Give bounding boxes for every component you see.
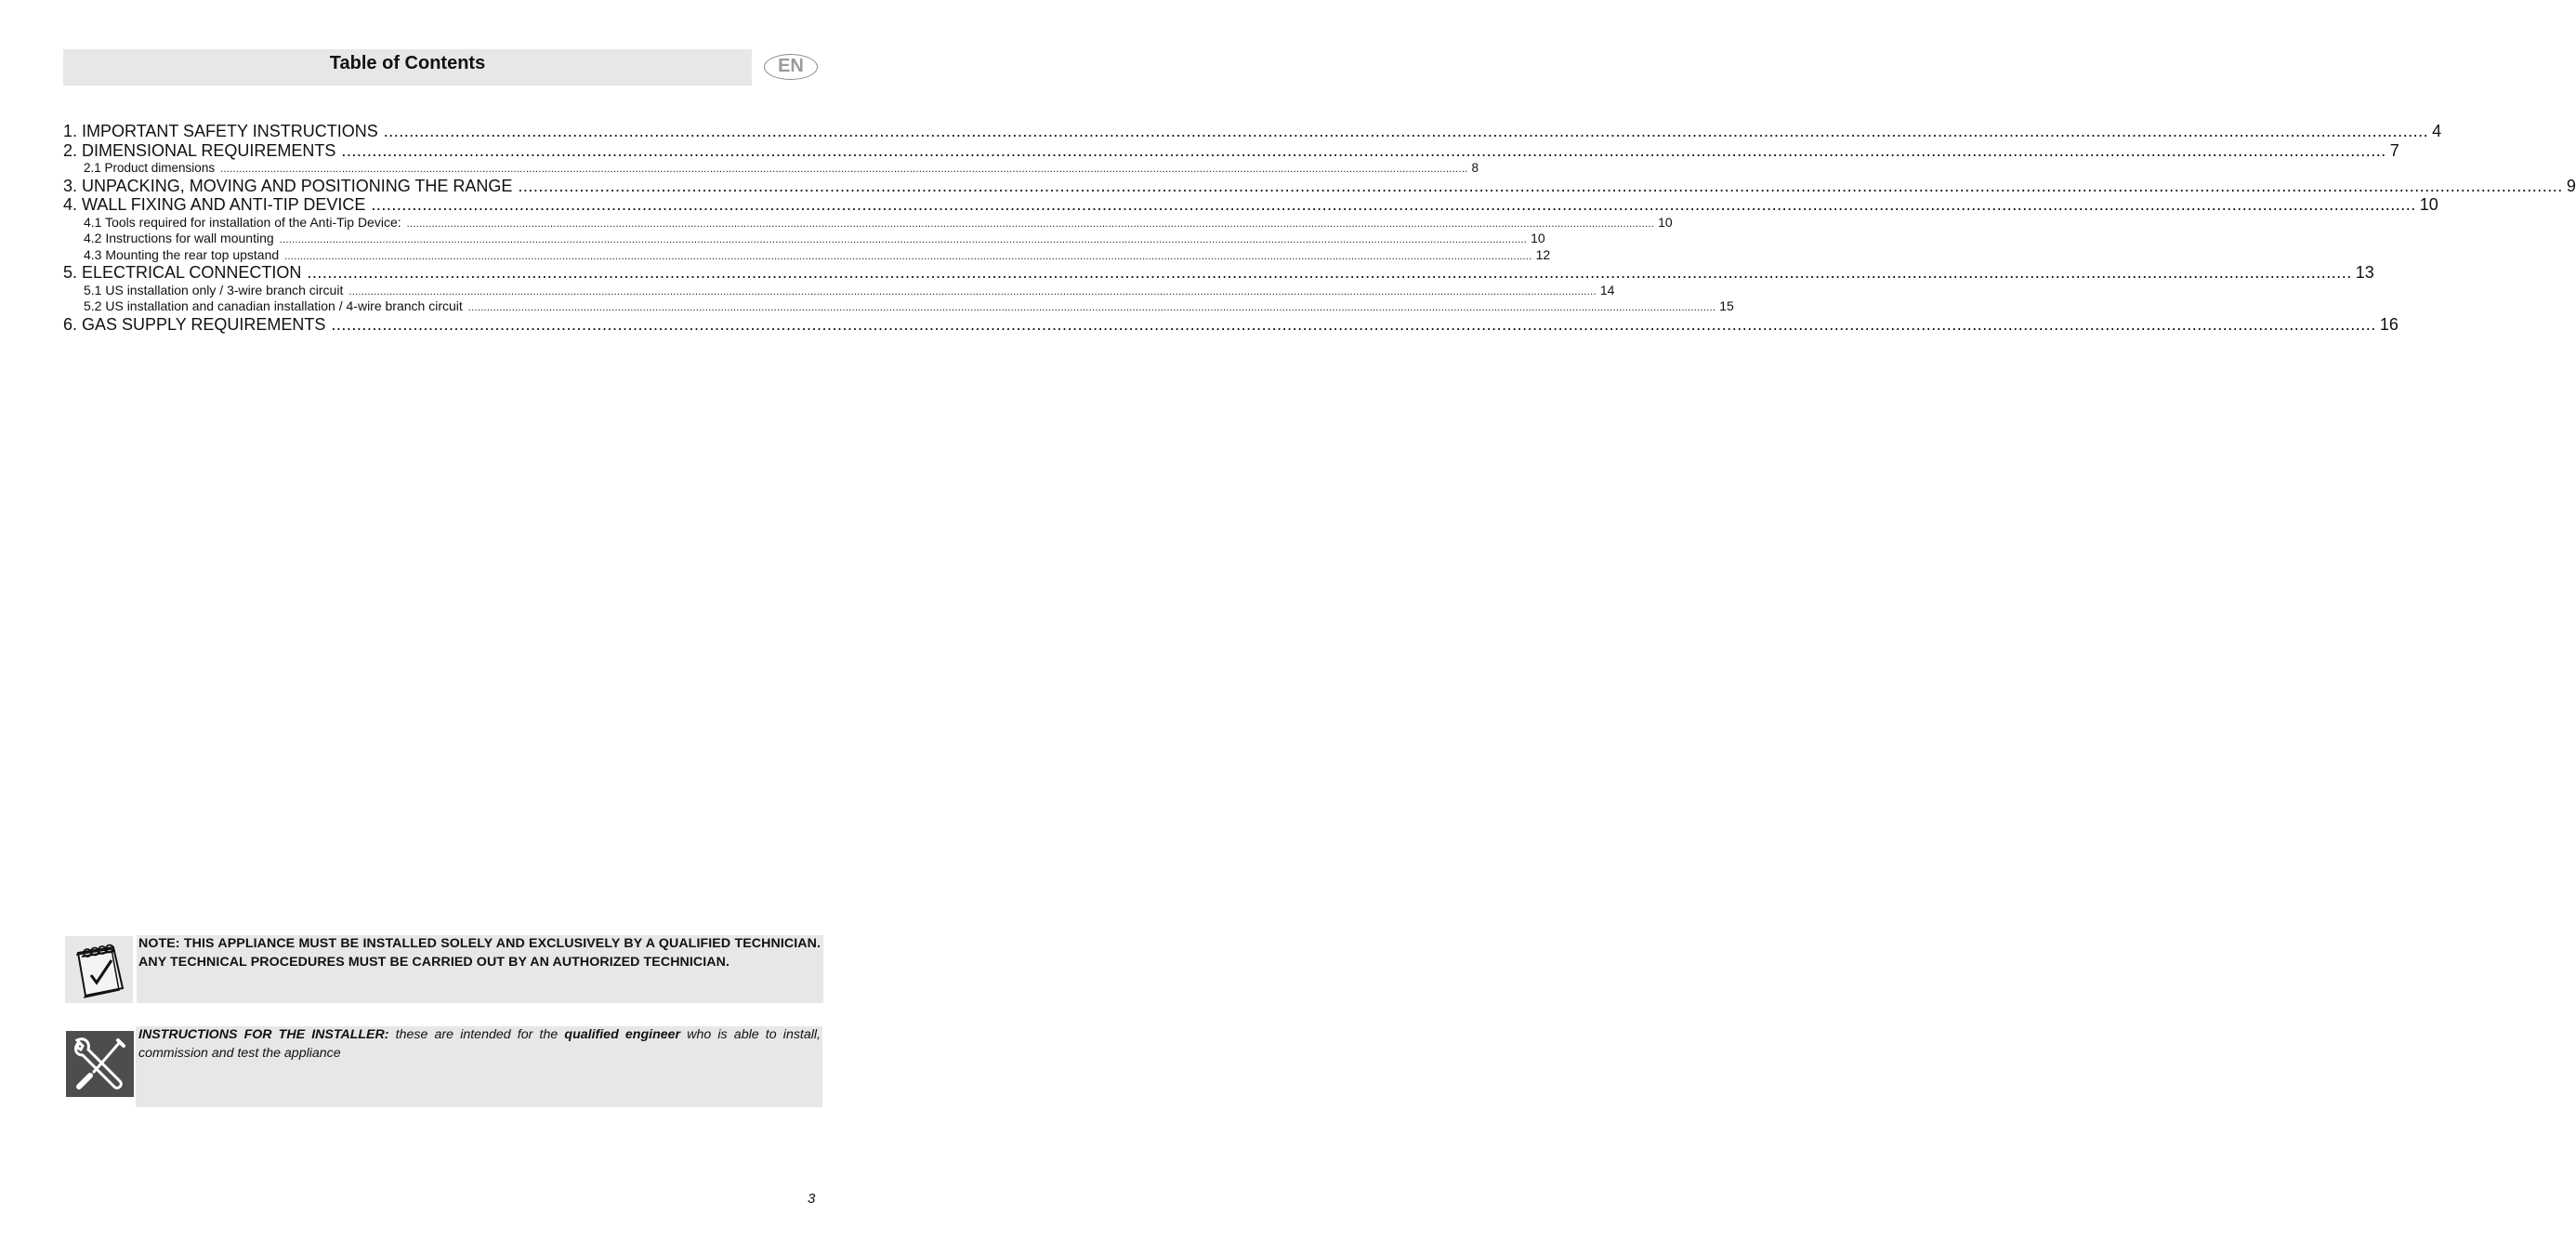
notepad-check-icon — [65, 936, 133, 1003]
toc-entry-page: 14 — [1599, 282, 1615, 297]
toc-leader-dots: ................................................................................................................................................................................................................................................................................................................................................................................................................ — [383, 122, 2429, 140]
toc-leader-dots: ................................................................................................................................................................................................................................................................................................................................................................................................................ — [284, 250, 1532, 262]
wrench-screwdriver-icon — [66, 1031, 134, 1097]
toc-entry-label: 5. ELECTRICAL CONNECTION — [63, 263, 302, 282]
toc-entry[interactable] — [63, 122, 2442, 141]
note-icon-cell — [65, 936, 133, 1003]
toc-entry-page: 13 — [2355, 263, 2374, 282]
installer-text — [138, 1026, 821, 1063]
toc-entry[interactable] — [63, 282, 1615, 299]
toc-entry[interactable] — [63, 246, 1551, 264]
toc-entry-label: 4.3 Mounting the rear top upstand — [84, 246, 280, 262]
title-bar — [63, 49, 752, 86]
toc-leader-dots: ................................................................................................................................................................................................................................................................................................................................................................................................................ — [371, 195, 2416, 214]
language-badge: EN — [764, 54, 818, 80]
toc-entry[interactable] — [63, 140, 2399, 161]
table-of-contents — [63, 122, 2576, 334]
page-title: Table of Contents — [329, 53, 486, 73]
installer-text-2: who is able to install, commission and test the appliance — [138, 1027, 821, 1061]
installer-text-1: these are intended for the — [388, 1027, 565, 1042]
toc-entry-page: 16 — [2379, 314, 2399, 334]
toc-leader-dots: ................................................................................................................................................................................................................................................................................................................................................................................................................ — [406, 218, 1655, 230]
installer-icon-cell — [66, 1031, 134, 1097]
toc-entry-label: 5.1 US installation only / 3-wire branch circuit — [84, 282, 344, 297]
toc-entry-page: 7 — [2389, 140, 2399, 160]
toc-entry-label: 4. WALL FIXING AND ANTI-TIP DEVICE — [63, 195, 366, 214]
toc-entry-page: 8 — [1471, 161, 1479, 175]
toc-entry[interactable] — [63, 214, 1673, 231]
toc-leader-dots: ................................................................................................................................................................................................................................................................................................................................................................................................................ — [467, 302, 1716, 313]
toc-entry[interactable] — [63, 231, 1545, 247]
toc-entry-label: 5.2 US installation and canadian installation / 4-wire branch circuit — [84, 298, 463, 313]
toc-entry-page: 9 — [2566, 176, 2576, 195]
toc-leader-dots: ................................................................................................................................................................................................................................................................................................................................................................................................................ — [331, 314, 2376, 334]
toc-entry[interactable] — [63, 298, 1734, 315]
toc-leader-dots: ................................................................................................................................................................................................................................................................................................................................................................................................................ — [279, 234, 1528, 245]
page-number: 3 — [808, 1191, 816, 1207]
toc-entry[interactable] — [63, 176, 2576, 196]
toc-entry-page: 10 — [2419, 195, 2438, 214]
installer-lead: INSTRUCTIONS FOR THE INSTALLER: — [138, 1027, 389, 1042]
note-text: NOTE: THIS APPLIANCE MUST BE INSTALLED SOLELY AND EXCLUSIVELY BY A QUALIFIED TECHNICIAN. ANY TECHNICAL PROCEDURES MUST BE CARRIED OUT BY AN AUTHORIZED TECHNICIAN. — [138, 936, 821, 970]
toc-entry[interactable] — [63, 314, 2399, 335]
toc-leader-dots: ................................................................................................................................................................................................................................................................................................................................................................................................................ — [518, 176, 2563, 195]
installer-emphasis: qualified engineer — [564, 1027, 681, 1042]
toc-entry[interactable] — [63, 195, 2438, 215]
toc-entry[interactable] — [63, 160, 1479, 177]
toc-entry-label: 4.2 Instructions for wall mounting — [84, 231, 274, 245]
toc-entry-page: 4 — [2432, 122, 2442, 140]
toc-entry-label: 2.1 Product dimensions — [84, 161, 216, 175]
toc-entry[interactable] — [63, 263, 2374, 283]
toc-entry-label: 6. GAS SUPPLY REQUIREMENTS — [63, 314, 326, 334]
toc-leader-dots: ................................................................................................................................................................................................................................................................................................................................................................................................................ — [348, 285, 1597, 297]
toc-entry-page: 12 — [1535, 246, 1551, 262]
toc-entry-page: 10 — [1531, 231, 1545, 245]
toc-entry-label: 2. DIMENSIONAL REQUIREMENTS — [63, 140, 336, 160]
toc-leader-dots: ................................................................................................................................................................................................................................................................................................................................................................................................................ — [220, 164, 1468, 175]
toc-entry-label: 4.1 Tools required for installation of the Anti-Tip Device: — [84, 214, 401, 230]
toc-entry-label: 1. IMPORTANT SAFETY INSTRUCTIONS — [63, 122, 378, 140]
toc-entry-page: 15 — [1719, 298, 1734, 313]
toc-entry-page: 10 — [1658, 214, 1673, 230]
toc-entry-label: 3. UNPACKING, MOVING AND POSITIONING THE RANGE — [63, 176, 513, 195]
toc-leader-dots: ................................................................................................................................................................................................................................................................................................................................................................................................................ — [341, 140, 2386, 160]
toc-leader-dots: ................................................................................................................................................................................................................................................................................................................................................................................................................ — [307, 263, 2352, 282]
